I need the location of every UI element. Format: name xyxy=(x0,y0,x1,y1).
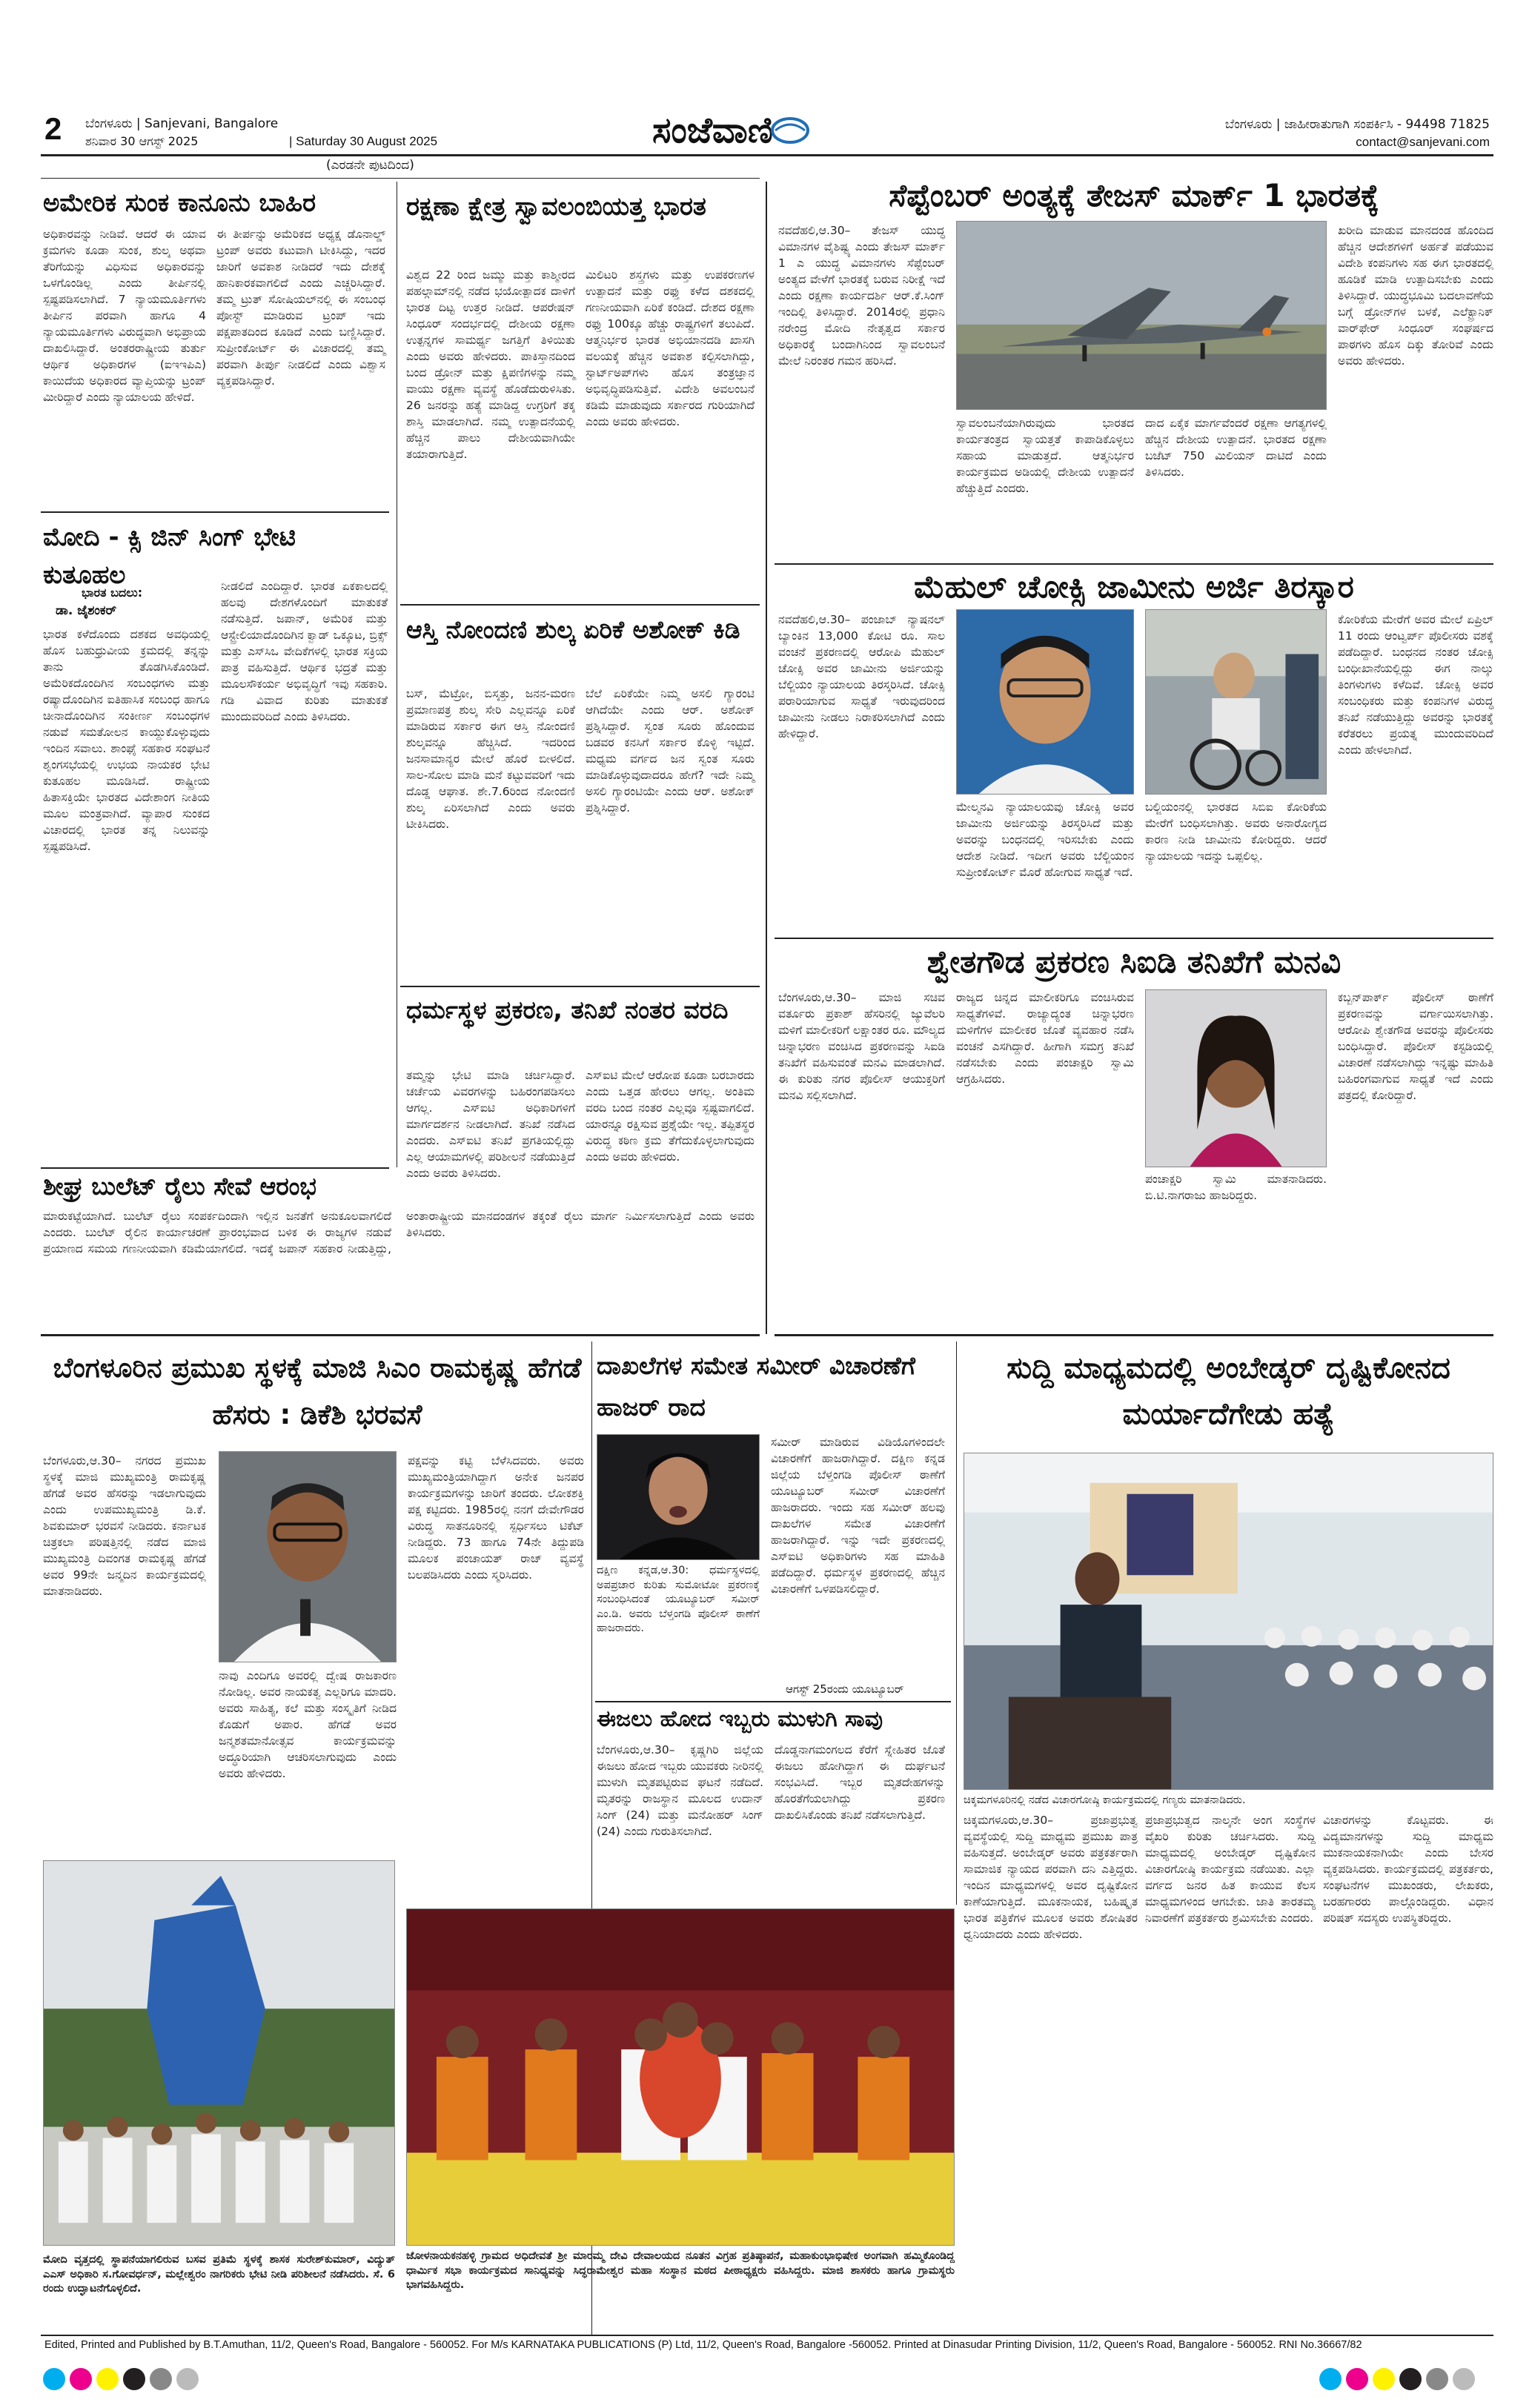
light-grey-dot xyxy=(1453,2368,1475,2390)
ad-contact: ಬೆಂಗಳೂರು | ಜಾಹೀರಾತುಗಾಗಿ ಸಂಪರ್ಕಿಸಿ - 94498 71825 xyxy=(1224,117,1490,132)
tejas-jet-photo xyxy=(956,221,1327,410)
ambedkar-col3: ವಿಚಾರಗಳನ್ನು ಕೊಟ್ಟವರು. ಈ ವಿದ್ಯಮಾನಗಳನ್ನು ಸುದ್ದಿ ಮಾಧ್ಯಮ ಮುಕನಾಯಕನಾಗಿಯೇ ಎಂದು ಬೇಸರ ವ್ಯಕ್ತಪಡಿಸಿದರು. ಕಾರ್ಯಕ್ರಮದಲ್ಲಿ ಪತ್ರಕರ್ತರು, ಸಂಘಟನೆಗಳ ಮುಖಂಡರು, ಲೇಖಕರು, ಬರಹಗಾರರು ಪಾಲ್ಗೊಂಡಿದ್ದರು. ವಿಧಾನ ಪರಿಷತ್ ಸದಸ್ಯರು ಉಪಸ್ಥಿತರಿದ್ದರು. xyxy=(1323,1814,1493,1925)
column-rule xyxy=(766,182,767,1334)
property-fee-headline: ಆಸ್ತಿ ನೋಂದಣಿ ಶುಲ್ಕ ಏರಿಕೆ ಅಶೋಕ್ ಕಿಡಿ xyxy=(406,615,740,644)
drowning-col2: ದೊಡ್ಡನಾಗಮಂಗಲದ ಕೆರೆಗೆ ಸ್ನೇಹಿತರ ಜೊತೆ ಈಜಲು ಹೋಗಿದ್ದಾಗ ಈ ದುರ್ಘಟನೆ ಸಂಭವಿಸಿದೆ. ಇಬ್ಬರ ಮೃತದೇಹಗಳನ್ನು ಹೊರತೆಗೆಯಲಾಗಿದ್ದು ಪ್ರಕರಣ ದಾಖಲಿಸಿಕೊಂಡು ತನಿಖೆ ನಡೆಸಲಾಗುತ್ತಿದೆ. xyxy=(775,1743,945,1822)
drowning-col1: ಬೆಂಗಳೂರು,ಆ.30– ಕೃಷ್ಣಗಿರಿ ಜಿಲ್ಲೆಯ ಈಜಲು ಹೋದ ಇಬ್ಬರು ಯುವಕರು ನೀರಿನಲ್ಲಿ ಮುಳುಗಿ ಮೃತಪಟ್ಟಿರುವ ಘಟನೆ ನಡೆದಿದೆ. ಮೃತರನ್ನು ರಾಜಸ್ಥಾನ ಮೂಲದ ಉದಾನ್ ಸಿಂಗ್ (24) ಮತ್ತು ಮನೋಹರ್ ಸಿಂಗ್ (24) ಎಂದು ಗುರುತಿಸಲಾಗಿದೆ. xyxy=(597,1743,763,1838)
portrait-icon xyxy=(957,610,1133,794)
ramakrishna-col2: ಪಕ್ಷವನ್ನು ಕಟ್ಟಿ ಬೆಳೆಸಿದವರು. ಅವರು ಮುಖ್ಯಮಂತ್ರಿಯಾಗಿದ್ದಾಗ ಅನೇಕ ಜನಪರ ಕಾರ್ಯಕ್ರಮಗಳನ್ನು ಜಾರಿಗೆ ತಂದರು. ಲೋಕಶಕ್ತಿ ಪಕ್ಷ ಕಟ್ಟಿದರು. 1985ರಲ್ಲಿ ನನಗೆ ದೇವೇಗೌಡರ ವಿರುದ್ಧ ಸಾತನೂರಿನಲ್ಲಿ ಸ್ಪರ್ಧಿಸಲು ಟಿಕೆಟ್ ನೀಡಿದ್ದರು. 73 ಹಾಗೂ 74ನೇ ತಿದ್ದುಪಡಿ ಮೂಲಕ ಪಂಚಾಯತ್ ರಾಜ್ ವ್ಯವಸ್ಥೆ ಬಲಪಡಿಸಿದರು ಎಂದು ಸ್ಮರಿಸಿದರು. xyxy=(408,1454,584,1582)
dharmasthala-col1: ತಮ್ಮನ್ನು ಭೇಟಿ ಮಾಡಿ ಚರ್ಚಿಸಿದ್ದಾರೆ. ಚರ್ಚೆಯ ವಿವರಗಳನ್ನು ಬಹಿರಂಗಪಡಿಸಲು ಆಗಲ್ಲ. ಎಸ್‌ಐಟಿ ಅಧಿಕಾರಿಗಳಿಗೆ ಮಾರ್ಗದರ್ಶನ ನೀಡಲಾಗಿದೆ. ತನಿಖೆ ನಡೆಸಿದ ಎಂದರು. ಎಸ್‌ಐಟಿ ತನಿಖೆ ಪ್ರಗತಿಯಲ್ಲಿದ್ದು ಎಲ್ಲ ಆಯಾಮಗಳಲ್ಲಿ ಪರಿಶೀಲನೆ ನಡೆಯುತ್ತಿದೆ ಎಂದು ಅವರು ತಿಳಿಸಿದರು. xyxy=(406,1069,575,1180)
rule xyxy=(41,1167,389,1169)
magenta-dot xyxy=(70,2368,92,2390)
date-english: | Saturday 30 August 2025 xyxy=(289,134,438,148)
rule xyxy=(400,604,760,606)
registration-marks-left xyxy=(43,2368,203,2393)
us-tariff-headline: ಅಮೇರಿಕ ಸುಂಕ ಕಾನೂನು ಬಾಹಿರ xyxy=(43,188,316,218)
statue-icon xyxy=(44,1861,394,2245)
shwethagowda-col3: ಕಬ್ಬನ್‌ಪಾರ್ಕ್ ಪೊಲೀಸ್ ಠಾಣೆಗೆ ಪ್ರಕರಣವನ್ನು ವರ್ಗಾಯಿಸಲಾಗಿತ್ತು. ಆರೋಪಿ ಶ್ವೇತಗೌಡ ಅವರನ್ನು ಪೊಲೀಸರು ಬಂಧಿಸಿದ್ದಾರೆ. ಪೊಲೀಸ್ ಕಸ್ಟಡಿಯಲ್ಲಿ ವಿಚಾರಣೆ ನಡೆಸಲಾಗಿದ್ದು ಇನ್ನಷ್ಟು ಮಾಹಿತಿ ಬಹಿರಂಗವಾಗುವ ಸಾಧ್ಯತೆ ಇದೆ ಎಂದು ಪತ್ರದಲ್ಲಿ ಕೋರಿದ್ದಾರೆ. xyxy=(1338,991,1493,1102)
choksi-wheelchair-photo xyxy=(1145,609,1327,795)
rule xyxy=(41,1334,760,1336)
wheelchair-icon xyxy=(1146,610,1326,794)
defence-col2: ಮಿಲಿಟರಿ ಶಸ್ತ್ರಗಳು ಮತ್ತು ಉಪಕರಣಗಳ ಉತ್ಪಾದನೆ ಮತ್ತು ರಫ್ತು ಕಳೆದ ದಶಕದಲ್ಲಿ ಗಣನೀಯವಾಗಿ ಏರಿಕೆ ಕಂಡಿದೆ. ದೇಶದ ರಕ್ಷಣಾ ರಫ್ತು 100ಕ್ಕೂ ಹೆಚ್ಚು ರಾಷ್ಟ್ರಗಳಿಗೆ ತಲುಪಿದೆ. ಆತ್ಮನಿರ್ಭರ ಭಾರತ ಅಭಿಯಾನದಡಿ ಖಾಸಗಿ ವಲಯಕ್ಕೆ ಹೆಚ್ಚಿನ ಅವಕಾಶ ಕಲ್ಪಿಸಲಾಗಿದ್ದು, ಸ್ಟಾರ್ಟ್‌ಅಪ್‌ಗಳು ಹೊಸ ತಂತ್ರಜ್ಞಾನ ಅಭಿವೃದ್ಧಿಪಡಿಸುತ್ತಿವೆ. ವಿದೇಶಿ ಅವಲಂಬನೆ ಕಡಿಮೆ ಮಾಡುವುದು ಸರ್ಕಾರದ ಗುರಿಯಾಗಿದೆ ಎಂದು ಅವರು ಹೇಳಿದರು. xyxy=(586,268,755,428)
shwethagowda-col1: ಬೆಂಗಳೂರು,ಆ.30– ಮಾಜಿ ಸಚಿವ ವರ್ತೂರು ಪ್ರಕಾಶ್ ಹೆಸರಿನಲ್ಲಿ ಜ್ಯುವೆಲರಿ ಮಳಿಗೆ ಮಾಲೀಕರಿಗೆ ಲಕ್ಷಾಂತರ ರೂ. ಮೌಲ್ಯದ ಚಿನ್ನಾಭರಣ ವಂಚಿಸಿದ ಪ್ರಕರಣವನ್ನು ಸಿಐಡಿ ತನಿಖೆಗೆ ವಹಿಸುವಂತೆ ಮನವಿ ಮಾಡಲಾಗಿದೆ. ಈ ಕುರಿತು ನಗರ ಪೊಲೀಸ್ ಆಯುಕ್ತರಿಗೆ ಮನವಿ ಸಲ್ಲಿಸಲಾಗಿದೆ. xyxy=(778,991,945,1102)
choksi-col2: ಕೋರಿಕೆಯ ಮೇರೆಗೆ ಅವರ ಮೇಲೆ ಏಪ್ರಿಲ್ 11 ರಂದು ಆಂಟ್ವರ್ಪ್ ಪೊಲೀಸರು ವಶಕ್ಕೆ ಪಡೆದಿದ್ದಾರೆ. ಬಂಧನದ ನಂತರ ಚೋಕ್ಸಿ ಬಂಧೀಖಾನೆಯಲ್ಲಿದ್ದು ಈಗ ನಾಲ್ಕು ತಿಂಗಳುಗಳು ಕಳೆದಿವೆ. ಚೋಕ್ಸಿ ಅವರ ಸಂಬಂಧಿಕರು ಮತ್ತು ಕಂಪನಿಗಳ ವಿರುದ್ಧ ತನಿಖೆ ನಡೆಯುತ್ತಿದ್ದು ಅವರನ್ನು ಭಾರತಕ್ಕೆ ಕರೆತರಲು ಪ್ರಯತ್ನ ಮುಂದುವರಿದಿದೆ ಎಂದು ಹೇಳಲಾಗಿದೆ. xyxy=(1338,613,1493,757)
ramakrishna-caption: ಮೋದಿ ವೃತ್ತದಲ್ಲಿ ಸ್ಥಾಪನೆಯಾಗಲಿರುವ ಬಸವ ಪ್ರತಿಮೆ ಸ್ಥಳಕ್ಕೆ ಶಾಸಕ ಸುರೇಶ್‌ಕುಮಾರ್, ವಿದ್ಯುತ್ ಎಎಸ್ ಅಧಿಕಾರಿ ಸ.ಗೋವರ್ಧನ್, ಮಲ್ಲೇಶ್ವರಂ ನಾಗರಿಕರು ಭೇಟಿ ನೀಡಿ ಪರಿಶೀಲನೆ ನಡೆಸಿದರು. ಸೆ. 6 ರಂದು ಉದ್ಘಾಟನೆಗೊಳ್ಳಲಿದೆ. xyxy=(43,2254,395,2295)
ramakrishna-headline: ಬೆಂಗಳೂರಿನ ಪ್ರಮುಖ ಸ್ಥಳಕ್ಕೆ ಮಾಜಿ ಸಿಎಂ ರಾಮಕೃಷ್ಣ ಹೆಗಡೆ ಹೆಸರು : ಡಿಕೆಶಿ ಭರವಸೆ xyxy=(53,1352,582,1430)
grey-dot xyxy=(1426,2368,1448,2390)
rule xyxy=(41,178,760,179)
dharmasthala-col2: ಎಸ್‌ಐಟಿ ಮೇಲೆ ಆರೋಪ ಕೂಡಾ ಬರಬಾರದು ಎಂದು ಒತ್ತಡ ಹೇರಲು ಆಗಲ್ಲ. ಅಂತಿಮ ವರದಿ ಬಂದ ನಂತರ ಎಲ್ಲವೂ ಸ್ಪಷ್ಟವಾಗಲಿದೆ. ಯಾರನ್ನೂ ರಕ್ಷಿಸುವ ಪ್ರಶ್ನೆಯೇ ಇಲ್ಲ. ತಪ್ಪಿತಸ್ಥರ ವಿರುದ್ಧ ಕಠಿಣ ಕ್ರಮ ತೆಗೆದುಕೊಳ್ಳಲಾಗುವುದು ಎಂದು ಅವರು ಹೇಳಿದರು. xyxy=(586,1069,755,1164)
sameer-text: ಸಮೀರ್ ಮಾಡಿರುವ ವಿಡಿಯೊಗಳಿಂದಲೇ ವಿಚಾರಣೆಗೆ ಹಾಜರಾಗಿದ್ದಾರೆ. ದಕ್ಷಿಣ ಕನ್ನಡ ಜಿಲ್ಲೆಯ ಬೆಳ್ತಂಗಡಿ ಪೊಲೀಸ್ ಠಾಣೆಗೆ ಯೂಟ್ಯೂಬರ್ ಸಮೀರ್ ವಿಚಾರಣೆಗೆ ಹಾಜರಾದರು. ಇಂದು ಸಹ ಸಮೀರ್ ಹಲವು ದಾಖಲೆಗಳ ಸಮೇತ ವಿಚಾರಣೆಗೆ ಹಾಜರಾಗಿದ್ದಾರೆ. ಇನ್ನು ಇದೇ ಪ್ರಕರಣದಲ್ಲಿ ಎಸ್‌ಐಟಿ ಅಧಿಕಾರಿಗಳು ಸಹ ಮಾಹಿತಿ ಪಡೆದಿದ್ದಾರೆ. ಧರ್ಮಸ್ಥಳ ಪ್ರಕರಣದಲ್ಲಿ ಹೆಚ್ಚಿನ ವಿಚಾರಣೆಗೆ ಒಳಪಡಿಸಲಿದ್ದಾರೆ. xyxy=(771,1436,945,1596)
sameer-photo xyxy=(597,1434,760,1560)
rule xyxy=(400,986,760,987)
ambedkar-col1: ಚಿಕ್ಕಮಗಳೂರು,ಆ.30– ಪ್ರಜಾಪ್ರಭುತ್ವ ವ್ಯವಸ್ಥೆಯಲ್ಲಿ ಸುದ್ದಿ ಮಾಧ್ಯಮ ಪ್ರಮುಖ ಪಾತ್ರ ವಹಿಸುತ್ತದೆ. ಅಂಬೇಡ್ಕರ್ ಅವರು ಪತ್ರಕರ್ತರಾಗಿ ಸಾಮಾಜಿಕ ನ್ಯಾಯದ ಪರವಾಗಿ ದನಿ ಎತ್ತಿದ್ದರು. ಇಂದಿನ ಮಾಧ್ಯಮಗಳಲ್ಲಿ ಅವರ ದೃಷ್ಟಿಕೋನ ಕಾಣೆಯಾಗುತ್ತಿದೆ. ಮೂಕನಾಯಕ, ಬಹಿಷ್ಕೃತ ಭಾರತ ಪತ್ರಿಕೆಗಳ ಮೂಲಕ ಅವರು ಶೋಷಿತರ ಧ್ವನಿಯಾದರು ಎಂದು ಹೇಳಿದರು. xyxy=(964,1814,1138,1941)
rule xyxy=(775,563,1493,565)
choksi-portrait-photo xyxy=(956,609,1134,795)
rule xyxy=(41,511,389,513)
rule xyxy=(775,1334,1493,1336)
city-line: ಬೆಂಗಳೂರು | Sanjevani, Bangalore xyxy=(85,116,279,131)
grey-dot xyxy=(150,2368,172,2390)
rule xyxy=(775,938,1493,939)
sameer-footer: ಆಗಸ್ಟ್ 25ರಂದು ಯೂಟ್ಯೂಬರ್ xyxy=(786,1682,904,1696)
modi-xi-byline: ಭಾರತ ಬದಲು: xyxy=(82,586,143,600)
magenta-dot xyxy=(1346,2368,1368,2390)
tejas-col4: ದಾದ ಏಕೈಕ ಮಾರ್ಗವೆಂದರೆ ರಕ್ಷಣಾ ಆಗತ್ಯಗಳಲ್ಲಿ ಹೆಚ್ಚಿನ ದೇಶೀಯ ಉತ್ಪಾದನೆ. ಭಾರತದ ರಕ್ಷಣಾ ಬಜೆಟ್ 750 ಮಿಲಿಯನ್ ದಾಟಿದೆ ಎಂದು ತಿಳಿಸಿದರು. xyxy=(1145,417,1327,479)
jet-icon xyxy=(957,222,1326,409)
column-rule xyxy=(956,1341,957,1905)
registration-marks-right xyxy=(1319,2368,1479,2393)
choksi-col-mid: ಮೇಲ್ಮನವಿ ನ್ಯಾಯಾಲಯವು ಚೋಕ್ಸಿ ಅವರ ಜಾಮೀನು ಅರ್ಜಿಯನ್ನು ತಿರಸ್ಕರಿಸಿದೆ ಮತ್ತು ಅವರನ್ನು ಬಂಧನದಲ್ಲಿ ಇರಿಸಬೇಕು ಎಂದು ಆದೇಶ ನೀಡಿದೆ. ಇದೀಗ ಅವರು ಬೆಲ್ಜಿಯಂನ ಸುಪ್ರೀಂಕೋರ್ಟ್ ಮೊರೆ ಹೋಗುವ ಸಾಧ್ಯತೆ ಇದೆ. xyxy=(956,800,1134,879)
tejas-col3: ಸ್ವಾವಲಂಬನೆಯಾಗಿರುವುದು ಭಾರತದ ಕಾರ್ಯತಂತ್ರದ ಸ್ವಾಯತ್ತತೆ ಕಾಪಾಡಿಕೊಳ್ಳಲು ಸಹಾಯ ಮಾಡುತ್ತದೆ. ಆತ್ಮನಿರ್ಭರ ಕಾರ್ಯಕ್ರಮದ ಅಡಿಯಲ್ಲಿ ದೇಶೀಯ ಉತ್ಪಾದನೆ ಹೆಚ್ಚುತ್ತಿದೆ ಎಂದರು. xyxy=(956,417,1134,495)
page-number: 2 xyxy=(44,111,62,146)
yellow-dot xyxy=(1373,2368,1395,2390)
ramakrishna-col3: ನಾವು ಎಂದಿಗೂ ಅವರಲ್ಲಿ ದ್ವೇಷ ರಾಜಕಾರಣ ನೋಡಿಲ್ಲ. ಅವರ ನಾಯಕತ್ವ ಎಲ್ಲರಿಗೂ ಮಾದರಿ. ಅವರು ಸಾಹಿತ್ಯ, ಕಲೆ ಮತ್ತು ಸಂಸ್ಕೃತಿಗೆ ನೀಡಿದ ಕೊಡುಗೆ ಅಪಾರ. ಹೆಗಡೆ ಅವರ ಜನ್ಮಶತಮಾನೋತ್ಸವ ಕಾರ್ಯಕ್ರಮವನ್ನು ಅದ್ಧೂರಿಯಾಗಿ ಆಚರಿಸಲಾಗುವುದು ಎಂದು ಅವರು ಹೇಳಿದರು. xyxy=(219,1669,397,1780)
light-grey-dot xyxy=(176,2368,199,2390)
us-tariff-col2: ಈ ತೀರ್ಪನ್ನು ಅಮೆರಿಕದ ಅಧ್ಯಕ್ಷ ಡೊನಾಲ್ಡ್ ಟ್ರಂಪ್ ಅವರು ಕಟುವಾಗಿ ಟೀಕಿಸಿದ್ದು, ಇದರ ಜಾರಿಗೆ ಅವಕಾಶ ನೀಡಿದರೆ ಇದು ದೇಶಕ್ಕೆ ಹಾನಿಕಾರಕವಾಗಲಿದೆ ಎಂದು ಎಚ್ಚರಿಸಿದ್ದಾರೆ. ತಮ್ಮ ಟ್ರುತ್ ಸೋಷಿಯಲ್‌ನಲ್ಲಿ ಈ ಸಂಬಂಧ ಪೋಸ್ಟ್ ಮಾಡಿರುವ ಟ್ರಂಪ್ ಇದು ಪಕ್ಷಪಾತದಿಂದ ಕೂಡಿದೆ ಎಂದು ಬಣ್ಣಿಸಿದ್ದಾರೆ. ಸುಪ್ರೀಂಕೋರ್ಟ್ ಈ ವಿಚಾರದಲ್ಲಿ ತಮ್ಮ ಪರವಾಗಿ ತೀರ್ಪು ನೀಡಲಿದೆ ಎಂದು ವಿಶ್ವಾಸ ವ್ಯಕ್ತಪಡಿಸಿದ್ದಾರೆ. xyxy=(216,228,385,388)
bullet-train-headline: ಶೀಘ್ರ ಬುಲೆಟ್ ರೈಲು ಸೇವೆ ಆರಂಭ xyxy=(43,1172,316,1201)
tejas-col1: ನವದೆಹಲಿ,ಆ.30– ತೇಜಸ್ ಯುದ್ಧ ವಿಮಾನಗಳ ವೈಶಿಷ್ಟ್ಯ ಎಂದು ತೇಜಸ್ ಮಾರ್ಕ್ 1 ಎ ಯುದ್ಧ ವಿಮಾನಗಳು ಸೆಪ್ಟೆಂಬರ್ ಅಂತ್ಯದ ವೇಳೆಗೆ ಭಾರತಕ್ಕೆ ಬರುವ ನಿರೀಕ್ಷೆ ಇದೆ ಎಂದು ರಕ್ಷಣಾ ಕಾರ್ಯದರ್ಶಿ ಆರ್.ಕೆ.ಸಿಂಗ್ ಇಂದಿಲ್ಲಿ ತಿಳಿಸಿದ್ದಾರೆ. 2014ರಲ್ಲಿ ಪ್ರಧಾನಿ ನರೇಂದ್ರ ಮೋದಿ ನೇತೃತ್ವದ ಸರ್ಕಾರ ಅಧಿಕಾರಕ್ಕೆ ಬಂದಾಗಿನಿಂದ ಸ್ವಾವಲಂಬನೆ ಮೇಲೆ ನಿರಂತರ ಗಮನ ಹರಿಸಿದೆ. xyxy=(778,224,945,368)
modi-xi-author: ಡಾ. ಜೈಶಂಕರ್ xyxy=(56,603,117,618)
ambedkar-headline: ಸುದ್ದಿ ಮಾಧ್ಯಮದಲ್ಲಿ ಅಂಬೇಡ್ಕರ್ ದೃಷ್ಟಿಕೋನದ ಮರ್ಯಾದೆಗೇಡು ಹತ್ಯೆ xyxy=(1007,1351,1450,1431)
footer-rule xyxy=(41,2335,1493,2336)
sameer-caption: ದಕ್ಷಿಣ ಕನ್ನಡ,ಆ.30: ಧರ್ಮಸ್ಥಳದಲ್ಲಿ ಅಪಪ್ರಚಾರ ಕುರಿತು ಸುಮೋಟೋ ಪ್ರಕರಣಕ್ಕೆ ಸಂಬಂಧಿಸಿದಂತೆ ಯೂಟ್ಯೂಬರ್ ಸಮೀರ್ ಎಂ.ಡಿ. ಅವರು ಬೆಳ್ತಂಗಡಿ ಪೊಲೀಸ್ ಠಾಣೆಗೆ ಹಾಜರಾದರು. xyxy=(597,1565,760,1635)
tejas-headline: ಸೆಪ್ಟೆಂಬರ್ ಅಂತ್ಯಕ್ಕೆ ತೇಜಸ್ ಮಾರ್ಕ್ 1 ಭಾರತಕ್ಕೆ xyxy=(889,177,1379,213)
cyan-dot xyxy=(43,2368,65,2390)
choksi-headline: ಮೆಹುಲ್ ಚೋಕ್ಸಿ ಜಾಮೀನು ಅರ್ಜಿ ತಿರಸ್ಕಾರ xyxy=(914,568,1354,605)
religious-gathering-caption: ಜೋಳನಾಯಕನಹಳ್ಳಿ ಗ್ರಾಮದ ಅಧಿದೇವತೆ ಶ್ರೀ ಮಾರಮ್ಮ ದೇವಿ ದೇವಾಲಯದ ನೂತನ ವಿಗ್ರಹ ಪ್ರತಿಷ್ಠಾಪನೆ, ಮಹಾಕುಂಭಾಭಿಷೇಕ ಅಂಗವಾಗಿ ಹಮ್ಮಿಕೊಂಡಿದ್ದ ಧಾರ್ಮಿಕ ಸಭಾ ಕಾರ್ಯಕ್ರಮದ ಸಾನಿಧ್ಯವನ್ನು ಸಿದ್ಧರಾಮೇಶ್ವರ ಮಹಾ ಸಂಸ್ಥಾನ ಮಠದ ಪೀಠಾಧ್ಯಕ್ಷರು ವಹಿಸಿದ್ದರು. ಮಾಜಿ ಶಾಸಕರು ಹಾಗೂ ಗ್ರಾಮಸ್ಥರು ಭಾಗವಹಿಸಿದ್ದರು. xyxy=(406,2250,955,2292)
drowning-headline: ಈಜಲು ಹೋದ ಇಬ್ಬರು ಮುಳುಗಿ ಸಾವು xyxy=(597,1706,883,1732)
ambedkar-caption: ಚಿಕ್ಕಮಗಳೂರಿನಲ್ಲಿ ನಡೆದ ವಿಚಾರಗೋಷ್ಠಿ ಕಾರ್ಯಕ್ರಮದಲ್ಲಿ ಗಣ್ಯರು ಮಾತನಾಡಿದರು. xyxy=(964,1794,1246,1806)
masthead-text: ಸಂಜೆವಾಣಿ xyxy=(652,110,773,151)
property-fee-col1: ಬಸ್, ಮೆಟ್ರೋ, ಬಿಸ್ಕತ್ತು, ಜನನ-ಮರಣ ಪ್ರಮಾಣಪತ್ರ ಶುಲ್ಕ ಸೇರಿ ಎಲ್ಲವನ್ನೂ ಏರಿಕೆ ಮಾಡಿರುವ ಸರ್ಕಾರ ಈಗ ಆಸ್ತಿ ನೋಂದಣಿ ಶುಲ್ಕವನ್ನೂ ಹೆಚ್ಚಿಸಿದೆ. ಇದರಿಂದ ಜನಸಾಮಾನ್ಯರ ಮೇಲೆ ಹೊರೆ ಬೀಳಲಿದೆ. ಸಾಲ-ಸೋಲ ಮಾಡಿ ಮನೆ ಕಟ್ಟುವವರಿಗೆ ಇದು ದೊಡ್ಡ ಆಘಾತ. ಶೇ.7.6ರಿಂದ ನೋಂದಣಿ ಶುಲ್ಕ ಏರಿಸಲಾಗಿದೆ ಎಂದು ಅವರು ಟೀಕಿಸಿದರು. xyxy=(406,687,575,831)
modi-xi-headline: ಮೋದಿ - ಕ್ಸಿ ಜಿನ್ ಸಿಂಗ್ ಭೇಟಿ ಕುತೂಹಲ xyxy=(43,523,296,590)
ambedkar-seminar-photo xyxy=(964,1453,1493,1790)
continued-tag: (ಎರಡನೇ ಪುಟದಿಂದ) xyxy=(326,158,414,173)
contact-email[interactable]: contact@sanjevani.com xyxy=(1356,135,1490,149)
dk-shivakumar-photo xyxy=(219,1451,397,1662)
defence-headline: ರಕ್ಷಣಾ ಕ್ಷೇತ್ರ ಸ್ವಾವಲಂಬಿಯತ್ತ ಭಾರತ xyxy=(406,192,706,222)
seminar-icon xyxy=(964,1453,1493,1789)
black-dot xyxy=(1399,2368,1422,2390)
dharmasthala-headline: ಧರ್ಮಸ್ಥಳ ಪ್ರಕರಣ, ತನಿಖೆ ನಂತರ ವರದಿ xyxy=(406,995,729,1024)
black-dot xyxy=(123,2368,145,2390)
portrait-icon xyxy=(219,1452,396,1662)
tejas-col2: ಖರೀದಿ ಮಾಡುವ ಮಾನದಂಡ ಹೊಂದಿದ ಹೆಚ್ಚಿನ ಆದೇಶಗಳಿಗೆ ಅರ್ಹತೆ ಪಡೆಯುವ ವಿದೇಶಿ ಕಂಪನಿಗಳು ಸಹ ಈಗ ಭಾರತದಲ್ಲಿ ಹೂಡಿಕೆ ಮಾಡಿ ಉತ್ಪಾದಿಸಬೇಕು ಎಂದು ತಿಳಿಸಿದ್ದಾರೆ. ಯುದ್ಧಭೂಮಿ ಬದಲಾವಣೆಯ ಬಗ್ಗೆ ಡ್ರೋನ್‌ಗಳ ಬಳಕೆ, ಎಲೆಕ್ಟ್ರಾನಿಕ್ ವಾರ್‌ಫೇರ್ ಸಿಂಧೂರ್ ಸಂಘರ್ಷದ ಪಾಠಗಳು ಹೊಸ ದಿಕ್ಕು ತೋರಿವೆ ಎಂದು ಅವರು ಹೇಳಿದರು. xyxy=(1338,224,1493,368)
bullet-train-text: ಮಾರುಕಟ್ಟೆಯಾಗಿದೆ. ಬುಲೆಟ್ ರೈಲು ಸಂಪರ್ಕದಿಂದಾಗಿ ಇಲ್ಲಿನ ಜನತೆಗೆ ಅನುಕೂಲವಾಗಲಿದೆ ಎಂದರು. ಬುಲೆಟ್ ರೈಲಿನ ಕಾರ್ಯಾಚರಣೆ ಪ್ರಾರಂಭವಾದ ಬಳಿಕ ಈ ರಾಜ್ಯಗಳ ನಡುವೆ ಪ್ರಯಾಣದ ಸಮಯ ಗಣನೀಯವಾಗಿ ಕಡಿಮೆಯಾಗಲಿದೆ. ಇದಕ್ಕೆ ಜಪಾನ್ ಸಹಕಾರ ನೀಡುತ್ತಿದ್ದು, ಅಂತಾರಾಷ್ಟ್ರೀಯ ಮಾನದಂಡಗಳ ತಕ್ಕಂತೆ ರೈಲು ಮಾರ್ಗ ನಿರ್ಮಿಸಲಾಗುತ್ತಿದೆ ಎಂದು ಅವರು ತಿಳಿಸಿದರು. xyxy=(43,1210,755,1256)
shwethagowda-headline: ಶ್ವೇತಗೌಡ ಪ್ರಕರಣ ಸಿಐಡಿ ತನಿಖೆಗೆ ಮನವಿ xyxy=(926,943,1342,980)
rule xyxy=(595,1701,951,1702)
religious-gathering-photo xyxy=(406,1908,955,2246)
choksi-col1: ನವದೆಹಲಿ,ಆ.30– ಪಂಜಾಬ್ ನ್ಯಾಷನಲ್ ಬ್ಯಾಂಕಿನ 13,000 ಕೋಟಿ ರೂ. ಸಾಲ ವಂಚನೆ ಪ್ರಕರಣದಲ್ಲಿ ಆರೋಪಿ ಮೆಹುಲ್ ಚೋಕ್ಸಿ ಅವರ ಜಾಮೀನು ಅರ್ಜಿಯನ್ನು ಬೆಲ್ಜಿಯಂ ನ್ಯಾಯಾಲಯ ತಿರಸ್ಕರಿಸಿದೆ. ಚೋಕ್ಸಿ ಪರಾರಿಯಾಗುವ ಸಾಧ್ಯತೆ ಇರುವುದರಿಂದ ಜಾಮೀನು ನೀಡಲು ನಿರಾಕರಿಸಲಾಗಿದೆ ಎಂದು ಹೇಳಿದ್ದಾರೆ. xyxy=(778,613,945,740)
shwethagowda-caption: ಪಂಚಾಕ್ಷರಿ ಸ್ವಾಮಿ ಮಾತನಾಡಿದರು. ಬಿ.ಟಿ.ನಾಗರಾಜು ಹಾಜರಿದ್ದರು. xyxy=(1145,1173,1327,1202)
stage-icon xyxy=(407,1909,954,2245)
statue-inspection-photo xyxy=(43,1860,395,2246)
ambedkar-col2: ಪ್ರಜಾಪ್ರಭುತ್ವದ ನಾಲ್ಕನೇ ಅಂಗ ಸಂಸ್ಥೆಗಳ ವೈಖರಿ ಕುರಿತು ಚರ್ಚಿಸಿದರು. ಸುದ್ದಿ ಮಾಧ್ಯಮದಲ್ಲಿ ಅಂಬೇಡ್ಕರ್ ದೃಷ್ಟಿಕೋನ ವಿಚಾರಗೋಷ್ಠಿ ಕಾರ್ಯಕ್ರಮ ನಡೆಯಿತು. ಎಲ್ಲಾ ವರ್ಗದ ಜನರ ಹಿತ ಕಾಯುವ ಕೆಲಸ ಮಾಧ್ಯಮಗಳಿಂದ ಆಗಬೇಕು. ಜಾತಿ ತಾರತಮ್ಯ ನಿವಾರಣೆಗೆ ಪತ್ರಕರ್ತರು ಶ್ರಮಿಸಬೇಕು ಎಂದರು. xyxy=(1145,1814,1316,1925)
date-kannada: ಶನಿವಾರ 30 ಆಗಸ್ಟ್ 2025 xyxy=(85,134,199,148)
cyan-dot xyxy=(1319,2368,1342,2390)
shwethagowda-photo xyxy=(1145,989,1327,1167)
defence-col1: ವಿಶ್ವದ 22 ರಿಂದ ಜಮ್ಮು ಮತ್ತು ಕಾಶ್ಮೀರದ ಪಹಲ್ಗಾಮ್‌ನಲ್ಲಿ ನಡೆದ ಭಯೋತ್ಪಾದಕ ದಾಳಿಗೆ ಭಾರತ ದಿಟ್ಟ ಉತ್ತರ ನೀಡಿದೆ. ಆಪರೇಷನ್ ಸಿಂಧೂರ್ ಸಂದರ್ಭದಲ್ಲಿ ದೇಶೀಯ ರಕ್ಷಣಾ ಉತ್ಪನ್ನಗಳ ಸಾಮರ್ಥ್ಯ ಜಗತ್ತಿಗೆ ತಿಳಿಯಿತು ಎಂದು ಅವರು ಹೇಳಿದರು. ಪಾಕಿಸ್ತಾನದಿಂದ ಬಂದ ಡ್ರೋನ್ ಮತ್ತು ಕ್ಷಿಪಣಿಗಳನ್ನು ನಮ್ಮ ವಾಯು ರಕ್ಷಣಾ ವ್ಯವಸ್ಥೆ ಹೊಡೆದುರುಳಿಸಿತು. 26 ಜನರನ್ನು ಹತ್ಯೆ ಮಾಡಿದ್ದ ಉಗ್ರರಿಗೆ ತಕ್ಕ ಶಾಸ್ತಿ ಮಾಡಲಾಗಿದೆ. ನಮ್ಮ ಉತ್ಪಾದನೆಯಲ್ಲಿ ಹೆಚ್ಚಿನ ಪಾಲು ದೇಶೀಯವಾಗಿಯೇ ತಯಾರಾಗುತ್ತಿದೆ. xyxy=(406,268,575,461)
masthead-swirl-icon xyxy=(652,104,904,156)
modi-xi-col2: ನೀಡಲಿದೆ ಎಂದಿದ್ದಾರೆ. ಭಾರತ ಏಕಕಾಲದಲ್ಲಿ ಹಲವು ದೇಶಗಳೊಂದಿಗೆ ಮಾತುಕತೆ ನಡೆಸುತ್ತಿದೆ. ಜಪಾನ್, ಅಮೆರಿಕ ಮತ್ತು ಆಸ್ಟ್ರೇಲಿಯಾದೊಂದಿಗಿನ ಕ್ವಾಡ್ ಒಕ್ಕೂಟ, ಬ್ರಿಕ್ಸ್ ಮತ್ತು ಎಸ್‌ಸಿಒ ವೇದಿಕೆಗಳಲ್ಲಿ ಭಾರತ ಸಕ್ರಿಯ ಪಾತ್ರ ವಹಿಸುತ್ತಿದೆ. ಆರ್ಥಿಕ ಭದ್ರತೆ ಮತ್ತು ಮೂಲಸೌಕರ್ಯ ಅಭಿವೃದ್ಧಿಗೆ ಇವು ಸಹಕಾರಿ. ಗಡಿ ವಿವಾದ ಕುರಿತು ಮಾತುಕತೆ ಮುಂದುವರಿದಿದೆ ಎಂದು ತಿಳಿಸಿದರು. xyxy=(221,580,388,723)
yellow-dot xyxy=(96,2368,119,2390)
sameer-headline: ದಾಖಲೆಗಳ ಸಮೇತ ಸಮೀರ್ ವಿಚಾರಣೆಗೆ ಹಾಜರ್ ರಾದ xyxy=(597,1351,916,1422)
portrait-icon xyxy=(597,1435,759,1559)
property-fee-col2: ಬೆಲೆ ಏರಿಕೆಯೇ ನಿಮ್ಮ ಅಸಲಿ ಗ್ಯಾರಂಟಿ ಆಗಿದೆಯೇ ಎಂದು ಆರ್. ಅಶೋಕ್ ಪ್ರಶ್ನಿಸಿದ್ದಾರೆ. ಸ್ವಂತ ಸೂರು ಹೊಂದುವ ಬಡವರ ಕನಸಿಗೆ ಸರ್ಕಾರ ಕೊಳ್ಳಿ ಇಟ್ಟಿದೆ. ಮಧ್ಯಮ ವರ್ಗದ ಜನ ಸ್ವಂತ ಸೂರು ಮಾಡಿಕೊಳ್ಳುವುದಾದರೂ ಹೇಗೆ? ಇದೇ ನಿಮ್ಮ ಅಸಲಿ ಗ್ಯಾರಂಟಿಯೇ ಎಂದು ಆರ್. ಅಶೋಕ್ ಪ್ರಶ್ನಿಸಿದ್ದಾರೆ. xyxy=(586,687,755,815)
us-tariff-col1: ಅಧಿಕಾರವನ್ನು ನೀಡಿವೆ. ಆದರೆ ಈ ಯಾವ ಕ್ರಮಗಳು ಕೂಡಾ ಸುಂಕ, ಶುಲ್ಕ ಅಥವಾ ತೆರಿಗೆಯನ್ನು ವಿಧಿಸುವ ಅಧಿಕಾರವನ್ನು ಒಳಗೊಂಡಿಲ್ಲ ಎಂದು ತೀರ್ಪಿನಲ್ಲಿ ಸ್ಪಷ್ಟಪಡಿಸಲಾಗಿದೆ. 7 ನ್ಯಾಯಮೂರ್ತಿಗಳು ತೀರ್ಪಿನ ಪರವಾಗಿ ಹಾಗೂ 4 ನ್ಯಾಯಮೂರ್ತಿಗಳು ವಿರುದ್ಧವಾಗಿ ಅಭಿಪ್ರಾಯ ದಾಖಲಿಸಿದ್ದಾರೆ. ಅಂತರರಾಷ್ಟ್ರೀಯ ತುರ್ತು ಆರ್ಥಿಕ ಅಧಿಕಾರಗಳ (ಐಇಇಪಿಎ) ಕಾಯಿದೆಯ ಅಧಿಕಾರದ ವ್ಯಾಪ್ತಿಯನ್ನು ಟ್ರಂಪ್ ಮೀರಿದ್ದಾರೆ ಎಂದು ನ್ಯಾಯಾಲಯ ಹೇಳಿದೆ. xyxy=(43,228,206,404)
portrait-icon xyxy=(1146,990,1326,1167)
shwethagowda-col2: ರಾಜ್ಯದ ಚಿನ್ನದ ಮಾಲೀಕರಿಗೂ ವಂಚಿಸಿರುವ ಸಾಧ್ಯತೆಗಳಿವೆ. ರಾಜ್ಯಾದ್ಯಂತ ಚಿನ್ನಾಭರಣ ಮಳಿಗೆಗಳ ಮಾಲೀಕರ ಜೊತೆ ವ್ಯವಹಾರ ನಡೆಸಿ ವಂಚನೆ ಎಸಗಿದ್ದಾರೆ. ಹೀಗಾಗಿ ಸಮಗ್ರ ತನಿಖೆ ನಡೆಸಬೇಕು ಎಂದು ಪಂಚಾಕ್ಷರಿ ಸ್ವಾಮಿ ಆಗ್ರಹಿಸಿದರು. xyxy=(956,991,1134,1086)
header-rule xyxy=(41,154,1493,156)
ramakrishna-col1: ಬೆಂಗಳೂರು,ಆ.30– ನಗರದ ಪ್ರಮುಖ ಸ್ಥಳಕ್ಕೆ ಮಾಜಿ ಮುಖ್ಯಮಂತ್ರಿ ರಾಮಕೃಷ್ಣ ಹೆಗಡೆ ಅವರ ಹೆಸರನ್ನು ಇಡಲಾಗುವುದು ಎಂದು ಉಪಮುಖ್ಯಮಂತ್ರಿ ಡಿ.ಕೆ. ಶಿವಕುಮಾರ್ ಭರವಸೆ ನೀಡಿದರು. ಕರ್ನಾಟಕ ಚಿತ್ರಕಲಾ ಪರಿಷತ್ತಿನಲ್ಲಿ ನಡೆದ ಮಾಜಿ ಮುಖ್ಯಮಂತ್ರಿ ದಿವಂಗತ ರಾಮಕೃಷ್ಣ ಹೆಗಡೆ ಅವರ 99ನೇ ಜನ್ಮದಿನ ಕಾರ್ಯಕ್ರಮದಲ್ಲಿ ಮಾತನಾಡಿದರು. xyxy=(43,1454,206,1598)
header xyxy=(0,0,1532,156)
footer-imprint: Edited, Printed and Published by B.T.Amuthan, 11/2, Queen's Road, Bangalore - 560052. For M/s KARNATAKA PUBLICATIONS (P) Ltd, 11/2, Queen's Road, Bangalore -560052. Printed at Dinasudar Printing Division, 11/2, Queen's Road, Bangalore - 560052. RNI No.36667/82 xyxy=(44,2339,1362,2351)
masthead-logo xyxy=(652,104,904,156)
choksi-col-wheel: ಬಲ್ಜಿಯಂನಲ್ಲಿ ಭಾರತದ ಸಿಬಿಐ ಕೋರಿಕೆಯ ಮೇರೆಗೆ ಬಂಧಿಸಲಾಗಿತ್ತು. ಅವರು ಅನಾರೋಗ್ಯದ ಕಾರಣ ನೀಡಿ ಜಾಮೀನು ಕೋರಿದ್ದರು. ಆದರೆ ನ್ಯಾಯಾಲಯ ಇದನ್ನು ಒಪ್ಪಲಿಲ್ಲ. xyxy=(1145,800,1327,863)
modi-xi-col1: ಭಾರತ ಕಳೆದೊಂದು ದಶಕದ ಅವಧಿಯಲ್ಲಿ ಹೊಸ ಬಹುಧ್ರುವೀಯ ಕ್ರಮದಲ್ಲಿ ತನ್ನನ್ನು ತಾನು ತೊಡಗಿಸಿಕೊಂಡಿದೆ. ಅಮೆರಿಕದೊಂದಿಗಿನ ಸಂಬಂಧಗಳು ಮತ್ತು ರಷ್ಯಾದೊಂದಿಗಿನ ಐತಿಹಾಸಿಕ ಸಂಬಂಧ ಹಾಗೂ ಚೀನಾದೊಂದಿಗಿನ ಸಂಕೀರ್ಣ ಸಂಬಂಧಗಳ ನಡುವೆ ಸಮತೋಲನ ಕಾಯ್ದುಕೊಳ್ಳುವುದು ಇಂದಿನ ಸವಾಲು. ಶಾಂಘೈ ಸಹಕಾರ ಸಂಘಟನೆ ಶೃಂಗಸಭೆಯಲ್ಲಿ ಉಭಯ ನಾಯಕರ ಭೇಟಿ ಕುತೂಹಲ ಮೂಡಿಸಿದೆ. ರಾಷ್ಟ್ರೀಯ ಹಿತಾಸಕ್ತಿಯೇ ಭಾರತದ ವಿದೇಶಾಂಗ ನೀತಿಯ ಮೂಲ ಮಂತ್ರವಾಗಿದೆ. ವ್ಯಾಪಾರ ಸುಂಕದ ವಿಚಾರದಲ್ಲಿ ಭಾರತ ತನ್ನ ನಿಲುವನ್ನು ಸ್ಪಷ್ಟಪಡಿಸಿದೆ. xyxy=(43,628,210,853)
